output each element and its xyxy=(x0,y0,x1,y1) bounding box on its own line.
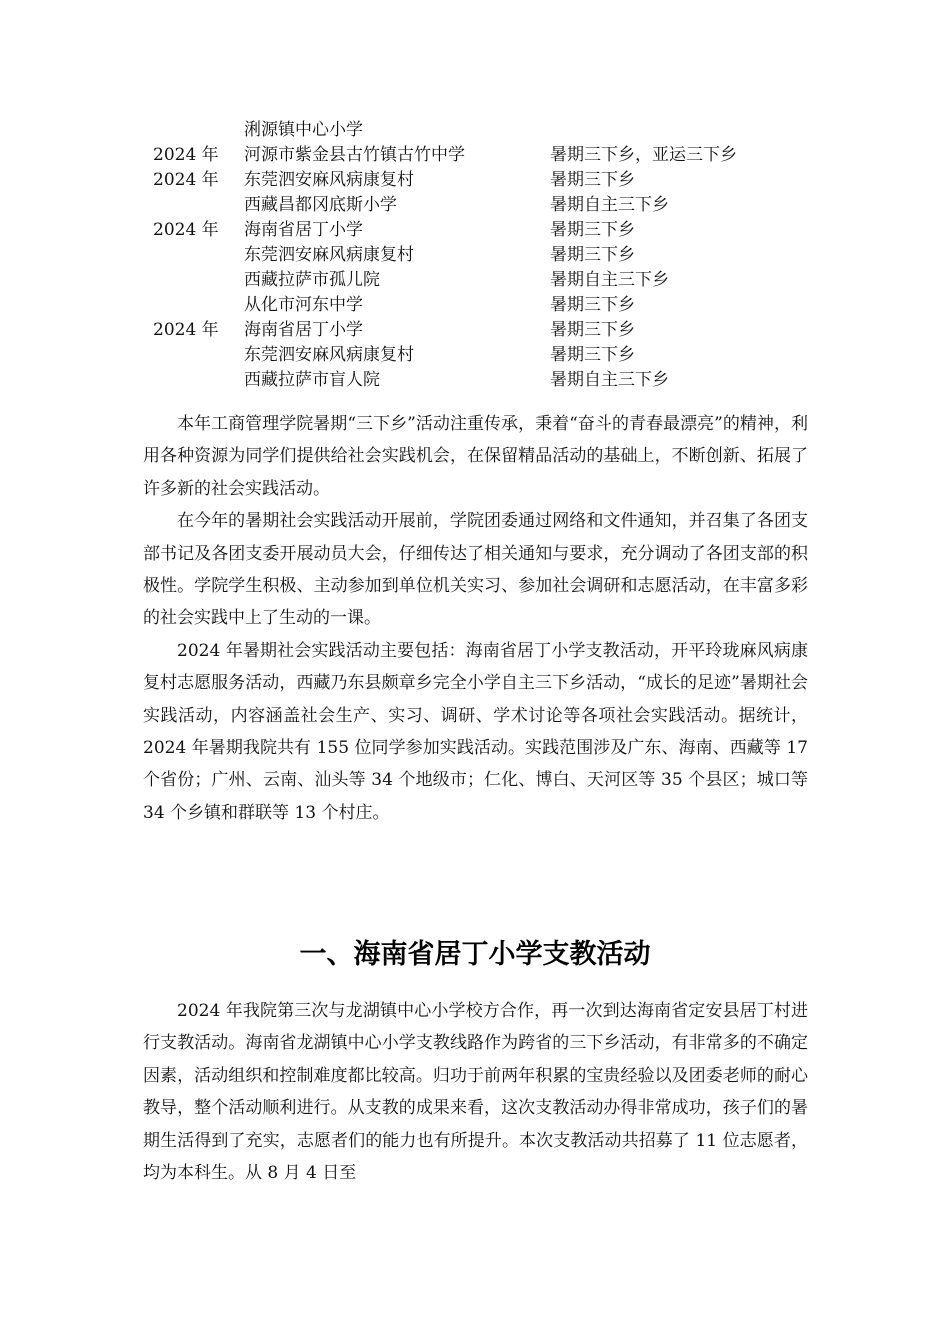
row-type: 暑期三下乡 xyxy=(550,245,635,265)
row-type: 暑期自主三下乡 xyxy=(550,370,669,390)
table-row xyxy=(0,243,950,268)
row-type: 暑期自主三下乡 xyxy=(550,195,669,215)
row-place: 河源市紫金县古竹镇古竹中学 xyxy=(244,145,465,165)
row-place: 海南省居丁小学 xyxy=(244,320,363,340)
row-place: 东莞泗安麻风病康复村 xyxy=(244,345,414,365)
table-row xyxy=(0,318,950,343)
body-text xyxy=(143,408,808,829)
paragraph-intro: 本年工商管理学院暑期“三下乡”活动注重传承，秉着“奋斗的青春最漂亮”的精神，利用各种资源为同学们提供给社会实践机会，在保留精品活动的基础上，不断创新、拓展了许多新的社会实践活动。 xyxy=(143,414,808,499)
table-row xyxy=(0,168,950,193)
paragraph-preparation: 在今年的暑期社会实践活动开展前，学院团委通过网络和文件通知，并召集了各团支部书记及各团支委开展动员大会，仔细传达了相关通知与要求，充分调动了各团支部的积极性。学院学生积极、主动参加到单位机关实习、参加社会调研和志愿活动，在丰富多彩的社会实践中上了生动的一课。 xyxy=(143,511,808,629)
table-row xyxy=(0,368,950,393)
row-place: 海南省居丁小学 xyxy=(244,220,363,240)
row-type: 暑期三下乡 xyxy=(550,345,635,365)
row-place: 西藏昌都冈底斯小学 xyxy=(244,195,397,215)
section-heading: 一、海南省居丁小学支教活动 xyxy=(299,939,651,970)
section-body xyxy=(143,995,808,1189)
row-year: 2024 年 xyxy=(153,145,219,165)
row-place: 浰源镇中心小学 xyxy=(244,120,363,140)
row-place: 从化市河东中学 xyxy=(244,295,363,315)
paragraph-summary: 2024 年暑期社会实践活动主要包括：海南省居丁小学支教活动，开平玲珑麻风病康复村志愿服务活动，西藏乃东县颇章乡完全小学自主三下乡活动，“成长的足迹”暑期社会实践活动，内容涵盖社会生产、实习、调研、学术讨论等各项社会实践活动。据统计，2024 年暑期我院共有 155 位同学参加实践活动。实践范围涉及广东、海南、西藏等 17 个省份；广州、云南、汕头等 34 个地级市；仁化、博白、天河区等 35 个县区；城口等 34 个乡镇和群联等 13 个村庄。 xyxy=(143,640,808,823)
row-year: 2024 年 xyxy=(153,320,219,340)
activity-table xyxy=(0,118,950,393)
row-year: 2024 年 xyxy=(153,220,219,240)
table-row xyxy=(0,218,950,243)
paragraph-section: 2024 年我院第三次与龙湖镇中心小学校方合作，再一次到达海南省定安县居丁村进行支教活动。海南省龙湖镇中心小学支教线路作为跨省的三下乡活动，有非常多的不确定因素，活动组织和控制难度都比较高。归功于前两年积累的宝贵经验以及团委老师的耐心教导，整个活动顺利进行。从支教的成果来看，这次支教活动办得非常成功，孩子们的暑期生活得到了充实，志愿者们的能力也有所提升。本次支教活动共招募了 11 位志愿者，均为本科生。从 8 月 4 日至 xyxy=(143,1001,808,1184)
row-place: 西藏拉萨市盲人院 xyxy=(244,370,380,390)
table-row xyxy=(0,343,950,368)
table-row xyxy=(0,118,950,143)
table-row xyxy=(0,293,950,318)
row-year: 2024 年 xyxy=(153,170,219,190)
row-type: 暑期三下乡 xyxy=(550,320,635,340)
table-row xyxy=(0,193,950,218)
row-type: 暑期三下乡 xyxy=(550,295,635,315)
row-place: 东莞泗安麻风病康复村 xyxy=(244,170,414,190)
row-type: 暑期三下乡 xyxy=(550,170,635,190)
row-place: 东莞泗安麻风病康复村 xyxy=(244,245,414,265)
table-row xyxy=(0,143,950,168)
row-type: 暑期自主三下乡 xyxy=(550,270,669,290)
row-place: 西藏拉萨市孤儿院 xyxy=(244,270,380,290)
row-type: 暑期三下乡 xyxy=(550,220,635,240)
table-row xyxy=(0,268,950,293)
row-type: 暑期三下乡，亚运三下乡 xyxy=(550,145,737,165)
